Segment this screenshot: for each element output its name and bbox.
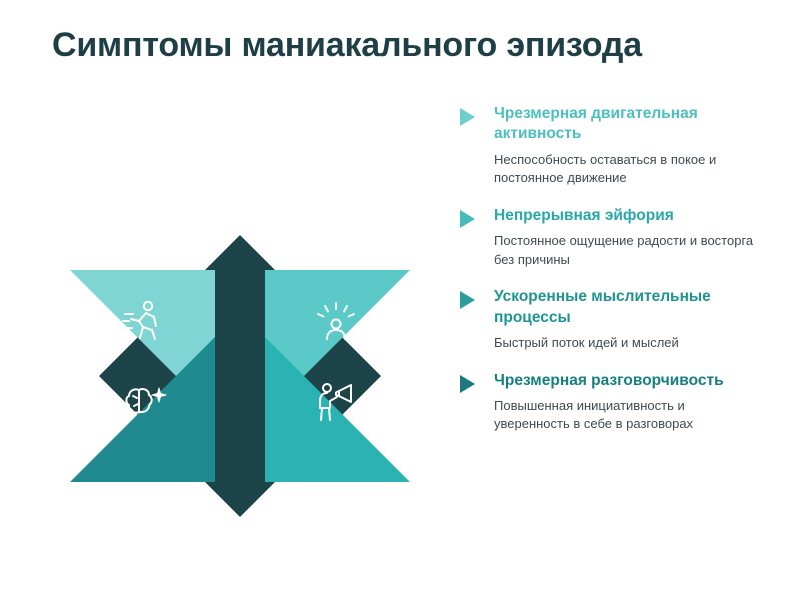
list-item-description: Постоянное ощущение радости и восторга без причины: [494, 233, 754, 267]
list-item-body: [494, 287, 760, 352]
list-item-heading: Чрезмерная разговорчивость: [494, 371, 724, 389]
list-item-description: Повышенная инициативность и уверенность в себе в разговорах: [494, 397, 694, 432]
symptom-list: [460, 104, 760, 448]
list-item-body: [494, 371, 760, 434]
list-item: [460, 206, 760, 269]
triangle-right-icon: [460, 375, 475, 393]
list-item: [460, 104, 760, 188]
list-item-body: [494, 206, 760, 269]
triangle-right-icon: [460, 108, 475, 126]
triangle-right-icon: [460, 210, 475, 228]
list-item-heading: Ускоренные мыслительные процессы: [494, 288, 711, 326]
list-item: [460, 371, 760, 434]
list-item: [460, 287, 760, 352]
list-item-heading: Чрезмерная двигательная активность: [494, 105, 698, 143]
page-title: Симптомы маниакального эпизода: [52, 26, 642, 64]
list-item-description: Быстрый поток идей и мыслей: [494, 335, 679, 351]
list-item-heading: Непрерывная эйфория: [494, 206, 674, 224]
list-item-description: Неспособность оставаться в покое и постоянное движение: [494, 151, 717, 186]
symptom-diagram: [40, 150, 440, 570]
triangle-right-icon: [460, 291, 475, 309]
list-item-body: [494, 104, 760, 188]
